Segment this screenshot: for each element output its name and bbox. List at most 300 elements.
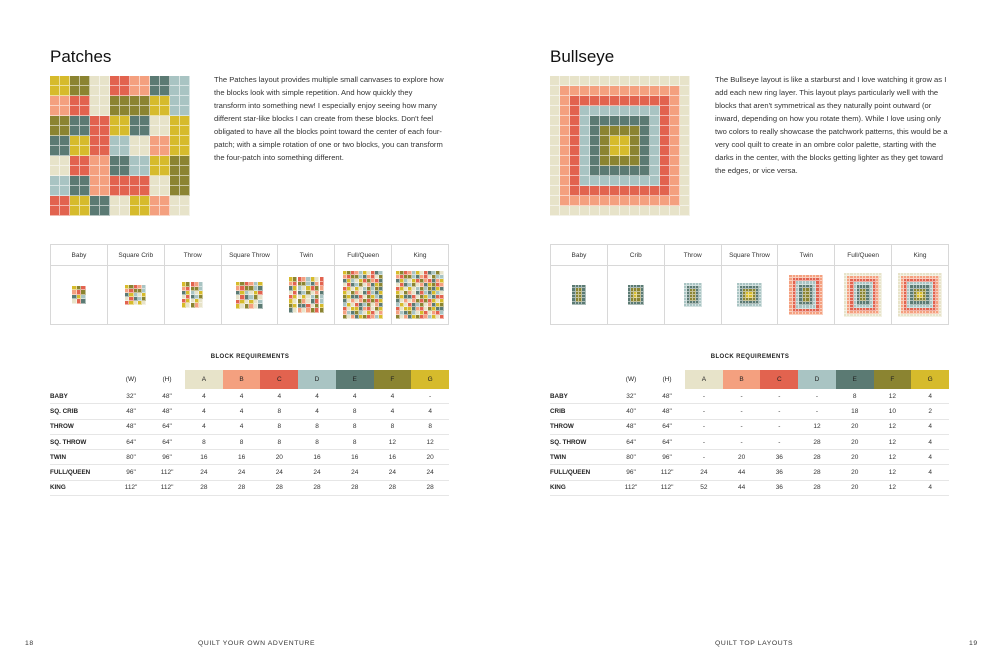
quilt-patch	[120, 116, 130, 126]
table-cell: 8	[336, 404, 374, 419]
quilt-patch	[100, 146, 110, 156]
table-cell: -	[685, 434, 723, 449]
patches-mini-quilt	[72, 286, 86, 304]
row-label: CRIB	[550, 404, 613, 419]
quilt-patch	[590, 176, 600, 186]
quilt-patch	[610, 96, 620, 106]
quilt-patch	[50, 106, 60, 116]
quilt-patch	[90, 166, 100, 176]
table-cell: 64"	[649, 434, 685, 449]
quilt-patch	[150, 166, 160, 176]
quilt-patch	[610, 106, 620, 116]
quilt-patch	[570, 186, 580, 196]
table-cell: 20	[723, 450, 761, 465]
row-label: BABY	[50, 389, 113, 404]
quilt-patch	[110, 206, 120, 216]
quilt-patch	[560, 106, 570, 116]
table-cell: -	[760, 404, 798, 419]
quilt-patch	[160, 126, 170, 136]
table-cell: -	[723, 404, 761, 419]
quilt-patch	[620, 86, 630, 96]
quilt-patch	[170, 126, 180, 136]
quilt-patch	[620, 136, 630, 146]
quilt-patch	[560, 126, 570, 136]
quilt-patch	[640, 106, 650, 116]
quilt-patch	[650, 166, 660, 176]
size-thumbnail-cell	[721, 266, 778, 325]
quilt-patch	[660, 166, 670, 176]
quilt-patch	[590, 196, 600, 206]
table-cell: 8	[374, 419, 412, 434]
quilt-patch	[610, 156, 620, 166]
size-label: Square Crib	[107, 245, 164, 266]
quilt-patch	[600, 96, 610, 106]
table-cell: 52	[685, 480, 723, 495]
table-cell: 48"	[613, 419, 649, 434]
quilt-patch	[180, 76, 190, 86]
quilt-patch	[660, 186, 670, 196]
quilt-patch	[50, 96, 60, 106]
quilt-patch	[580, 126, 590, 136]
quilt-patch	[580, 166, 590, 176]
quilt-patch	[620, 156, 630, 166]
quilt-patch	[630, 126, 640, 136]
running-footer: QUILT YOUR OWN ADVENTURE	[198, 640, 316, 647]
table-row	[550, 480, 949, 495]
table-cell: -	[760, 434, 798, 449]
quilt-patch	[680, 186, 690, 196]
fabric-column-header: B	[223, 370, 261, 389]
quilt-patch	[630, 136, 640, 146]
quilt-patch	[620, 96, 630, 106]
quilt-patch	[90, 146, 100, 156]
table-cell: 4	[260, 389, 298, 404]
quilt-patch	[100, 156, 110, 166]
table-cell: 20	[836, 480, 874, 495]
quilt-patch	[170, 86, 180, 96]
quilt-patch	[620, 146, 630, 156]
table-cell: 48"	[649, 404, 685, 419]
table-cell: 12	[798, 419, 836, 434]
table-cell: 24	[685, 465, 723, 480]
size-label: Twin	[278, 245, 335, 266]
quilt-patch	[180, 176, 190, 186]
quilt-patch	[650, 106, 660, 116]
quilt-patch	[610, 136, 620, 146]
table-row	[550, 465, 949, 480]
quilt-patch	[620, 126, 630, 136]
quilt-patch	[590, 76, 600, 86]
table-cell: 28	[798, 434, 836, 449]
quilt-patch	[560, 116, 570, 126]
table-cell: 8	[298, 434, 336, 449]
quilt-patch	[130, 176, 140, 186]
bullseye-requirements-table	[550, 370, 949, 496]
bullseye-size-table	[550, 244, 949, 325]
quilt-patch	[140, 106, 150, 116]
table-cell: 64"	[649, 419, 685, 434]
quilt-patch	[640, 136, 650, 146]
table-cell: 12	[411, 434, 449, 449]
quilt-patch	[258, 304, 263, 309]
size-label: Baby	[551, 245, 608, 266]
size-label: Full/Queen	[835, 245, 892, 266]
quilt-patch	[630, 96, 640, 106]
table-cell: -	[723, 389, 761, 404]
row-label: TWIN	[50, 450, 113, 465]
quilt-patch	[100, 166, 110, 176]
quilt-patch	[60, 136, 70, 146]
quilt-patch	[600, 106, 610, 116]
quilt-patch	[160, 76, 170, 86]
quilt-patch	[660, 156, 670, 166]
quilt-patch	[580, 86, 590, 96]
size-label: Square Throw	[221, 245, 278, 266]
quilt-patch	[50, 176, 60, 186]
bullseye-description: The Bullseye layout is like a starburst and I love watching it grow as I add each new ring layer. This layout plays particularly well with the blocks that aren't symmetrical as they naturally point outward (or inward, depending on how you rotate them). While I love using only two colors to really showcase the patchwork patterns, this would be a very cool quilt to create in an ombre color palette, starting with the darks in the center, with the blocks getting lighter as they get toward the edges, or vice versa.	[715, 75, 948, 175]
quilt-patch	[550, 76, 560, 86]
quilt-patch	[142, 301, 146, 305]
table-cell: 8	[223, 434, 261, 449]
row-label: THROW	[50, 419, 113, 434]
quilt-patch	[140, 196, 150, 206]
quilt-patch	[170, 136, 180, 146]
quilt-patch	[650, 196, 660, 206]
quilt-patch	[600, 156, 610, 166]
fabric-column-header: F	[374, 370, 412, 389]
table-cell: 8	[260, 434, 298, 449]
quilt-patch	[670, 176, 680, 186]
quilt-patch	[50, 166, 60, 176]
quilt-patch	[550, 176, 560, 186]
quilt-patch	[100, 76, 110, 86]
right-page	[500, 0, 1000, 667]
quilt-patch	[130, 116, 140, 126]
quilt-patch	[60, 96, 70, 106]
quilt-patch	[550, 106, 560, 116]
table-cell: 4	[911, 465, 949, 480]
quilt-patch	[640, 166, 650, 176]
quilt-patch	[600, 186, 610, 196]
table-cell: 8	[298, 419, 336, 434]
table-cell: 12	[874, 465, 912, 480]
row-label: THROW	[550, 419, 613, 434]
quilt-patch	[590, 116, 600, 126]
table-cell: 12	[874, 434, 912, 449]
table-cell: 20	[836, 434, 874, 449]
quilt-patch	[140, 156, 150, 166]
row-label: BABY	[550, 389, 613, 404]
quilt-patch	[60, 156, 70, 166]
quilt-patch	[640, 86, 650, 96]
quilt-patch	[660, 126, 670, 136]
table-row	[50, 389, 449, 404]
quilt-patch	[582, 302, 585, 305]
quilt-patch	[640, 76, 650, 86]
row-label: FULL/QUEEN	[550, 465, 613, 480]
table-cell: 32"	[613, 389, 649, 404]
quilt-patch	[50, 156, 60, 166]
table-cell: 28	[798, 465, 836, 480]
quilt-patch	[160, 196, 170, 206]
quilt-patch	[80, 206, 90, 216]
quilt-patch	[650, 116, 660, 126]
quilt-patch	[600, 196, 610, 206]
quilt-patch	[630, 106, 640, 116]
quilt-patch	[640, 146, 650, 156]
quilt-patch	[660, 206, 670, 216]
table-cell: 16	[336, 450, 374, 465]
quilt-patch	[180, 166, 190, 176]
quilt-patch	[60, 126, 70, 136]
fabric-column-header: F	[874, 370, 912, 389]
quilt-patch	[640, 156, 650, 166]
column-header	[550, 370, 613, 389]
table-cell: 20	[836, 465, 874, 480]
quilt-patch	[180, 106, 190, 116]
table-cell: 8	[336, 419, 374, 434]
quilt-patch	[879, 314, 882, 317]
quilt-patch	[600, 76, 610, 86]
table-cell: 28	[374, 480, 412, 495]
table-cell: 64"	[613, 434, 649, 449]
quilt-patch	[580, 186, 590, 196]
quilt-patch	[620, 196, 630, 206]
quilt-patch	[610, 146, 620, 156]
quilt-patch	[670, 86, 680, 96]
size-label: King	[392, 245, 449, 266]
quilt-patch	[560, 196, 570, 206]
quilt-patch	[140, 166, 150, 176]
bullseye-mini-quilt	[628, 285, 645, 305]
table-row	[550, 434, 949, 449]
quilt-patch	[80, 136, 90, 146]
size-thumbnail-cell	[551, 266, 608, 325]
quilt-patch	[590, 186, 600, 196]
quilt-patch	[550, 136, 560, 146]
quilt-patch	[660, 176, 670, 186]
bullseye-mini-quilt	[737, 283, 762, 308]
quilt-patch	[70, 206, 80, 216]
quilt-patch	[440, 315, 444, 319]
quilt-patch	[150, 116, 160, 126]
quilt-patch	[130, 146, 140, 156]
table-cell: -	[798, 389, 836, 404]
quilt-patch	[180, 206, 190, 216]
quilt-patch	[110, 116, 120, 126]
quilt-patch	[90, 176, 100, 186]
table-cell: 8	[260, 404, 298, 419]
table-row	[550, 450, 949, 465]
quilt-patch	[570, 156, 580, 166]
quilt-patch	[70, 156, 80, 166]
table-cell: 28	[185, 480, 223, 495]
quilt-patch	[81, 299, 86, 304]
quilt-patch	[140, 136, 150, 146]
table-cell: 4	[185, 389, 223, 404]
quilt-patch	[620, 186, 630, 196]
quilt-patch	[130, 96, 140, 106]
fabric-column-header: D	[798, 370, 836, 389]
quilt-patch	[650, 186, 660, 196]
quilt-patch	[640, 116, 650, 126]
quilt-patch	[670, 196, 680, 206]
table-cell: 4	[223, 419, 261, 434]
quilt-patch	[170, 176, 180, 186]
table-row	[550, 419, 949, 434]
quilt-patch	[60, 166, 70, 176]
row-label: KING	[50, 480, 113, 495]
quilt-patch	[110, 96, 120, 106]
size-thumbnail-cell	[278, 266, 335, 325]
quilt-patch	[80, 186, 90, 196]
table-cell: 96"	[113, 465, 149, 480]
quilt-patch	[170, 186, 180, 196]
quilt-patch	[650, 146, 660, 156]
fabric-column-header: C	[760, 370, 798, 389]
quilt-patch	[150, 186, 160, 196]
quilt-patch	[100, 196, 110, 206]
quilt-patch	[150, 126, 160, 136]
table-cell: 4	[411, 404, 449, 419]
quilt-patch	[160, 116, 170, 126]
table-cell: 24	[411, 465, 449, 480]
bullseye-requirements-title: BLOCK REQUIREMENTS	[710, 354, 790, 360]
quilt-patch	[650, 206, 660, 216]
table-cell: -	[685, 404, 723, 419]
quilt-patch	[110, 136, 120, 146]
quilt-patch	[650, 76, 660, 86]
table-cell: 64"	[113, 434, 149, 449]
quilt-patch	[90, 86, 100, 96]
table-cell: 8	[836, 389, 874, 404]
table-cell: 96"	[649, 450, 685, 465]
table-cell: 4	[374, 404, 412, 419]
fabric-column-header: E	[836, 370, 874, 389]
quilt-patch	[60, 176, 70, 186]
patches-title: Patches	[50, 47, 112, 66]
bullseye-mini-quilt	[572, 285, 585, 305]
quilt-patch	[70, 196, 80, 206]
quilt-patch	[670, 186, 680, 196]
quilt-patch	[70, 146, 80, 156]
quilt-patch	[610, 206, 620, 216]
size-thumbnail-cell	[107, 266, 164, 325]
quilt-patch	[50, 86, 60, 96]
quilt-patch	[170, 196, 180, 206]
table-cell: 4	[298, 404, 336, 419]
quilt-patch	[70, 126, 80, 136]
table-cell: 12	[874, 419, 912, 434]
table-cell: -	[411, 389, 449, 404]
quilt-patch	[570, 106, 580, 116]
size-thumbnail-cell	[164, 266, 221, 325]
table-row	[50, 450, 449, 465]
quilt-patch	[620, 116, 630, 126]
quilt-patch	[320, 308, 324, 312]
table-row	[50, 465, 449, 480]
quilt-patch	[640, 186, 650, 196]
bullseye-mini-quilt	[898, 273, 943, 318]
quilt-patch	[650, 176, 660, 186]
quilt-patch	[80, 176, 90, 186]
quilt-patch	[650, 86, 660, 96]
table-cell: 16	[185, 450, 223, 465]
table-cell: 12	[374, 434, 412, 449]
quilt-patch	[570, 206, 580, 216]
table-cell: 28	[798, 480, 836, 495]
quilt-patch	[580, 196, 590, 206]
quilt-patch	[100, 86, 110, 96]
table-row	[50, 480, 449, 495]
quilt-patch	[630, 76, 640, 86]
quilt-patch	[70, 136, 80, 146]
quilt-patch	[110, 146, 120, 156]
quilt-patch	[80, 96, 90, 106]
table-cell: 44	[723, 480, 761, 495]
table-cell: 4	[185, 419, 223, 434]
quilt-patch	[160, 176, 170, 186]
quilt-patch	[110, 186, 120, 196]
quilt-patch	[759, 304, 762, 307]
quilt-patch	[70, 86, 80, 96]
quilt-patch	[650, 156, 660, 166]
table-row	[550, 389, 949, 404]
quilt-patch	[180, 196, 190, 206]
quilt-patch	[670, 146, 680, 156]
table-cell: 28	[298, 480, 336, 495]
quilt-patch	[620, 206, 630, 216]
quilt-patch	[110, 166, 120, 176]
quilt-patch	[600, 136, 610, 146]
quilt-patch	[80, 146, 90, 156]
quilt-patch	[660, 196, 670, 206]
patches-requirements-title: BLOCK REQUIREMENTS	[210, 354, 290, 360]
quilt-patch	[580, 176, 590, 186]
quilt-patch	[680, 176, 690, 186]
table-cell: 24	[298, 465, 336, 480]
quilt-patch	[70, 186, 80, 196]
table-cell: 4	[223, 404, 261, 419]
quilt-patch	[100, 106, 110, 116]
column-header	[50, 370, 113, 389]
quilt-patch	[580, 76, 590, 86]
quilt-patch	[610, 196, 620, 206]
quilt-patch	[140, 76, 150, 86]
quilt-patch	[140, 126, 150, 136]
quilt-patch	[120, 96, 130, 106]
table-cell: 112"	[149, 480, 185, 495]
quilt-patch	[680, 126, 690, 136]
table-row	[550, 404, 949, 419]
size-thumbnail-cell	[607, 266, 664, 325]
quilt-patch	[140, 206, 150, 216]
table-cell: -	[685, 419, 723, 434]
quilt-patch	[90, 96, 100, 106]
quilt-patch	[699, 304, 702, 307]
quilt-patch	[90, 206, 100, 216]
quilt-patch	[550, 146, 560, 156]
table-cell: 4	[911, 389, 949, 404]
quilt-patch	[820, 312, 823, 315]
quilt-patch	[80, 126, 90, 136]
quilt-patch	[100, 186, 110, 196]
quilt-patch	[80, 166, 90, 176]
quilt-patch	[590, 206, 600, 216]
quilt-patch	[60, 76, 70, 86]
quilt-patch	[50, 126, 60, 136]
quilt-patch	[570, 166, 580, 176]
